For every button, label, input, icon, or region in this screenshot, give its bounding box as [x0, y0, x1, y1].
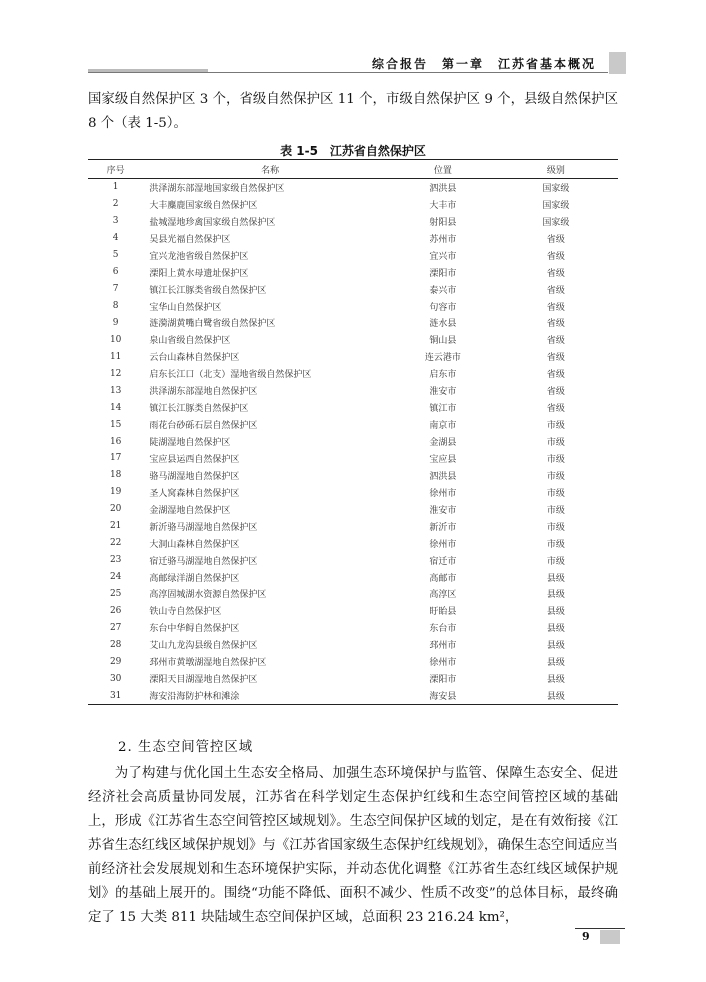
- cell-level: 县级: [546, 658, 565, 669]
- table-row: [88, 315, 618, 332]
- cell-index: 7: [112, 284, 119, 295]
- table-row: [88, 484, 618, 501]
- header-location: 位置: [433, 165, 452, 176]
- header-rule: [88, 72, 608, 73]
- cell-name: 溧阳天目湖湿地自然保护区: [149, 675, 258, 686]
- cell-name: 泉山省级自然保护区: [149, 336, 231, 347]
- table-row: [88, 636, 618, 653]
- table-row: [88, 552, 618, 569]
- cell-index: 11: [109, 351, 122, 362]
- cell-index: 29: [109, 656, 122, 667]
- table-caption: 表 1-5 江苏省自然保护区: [280, 144, 426, 158]
- cell-name: 镇江长江豚类省级自然保护区: [149, 285, 267, 296]
- table-header-row: [88, 160, 618, 179]
- cell-name: 邳州市黄墩湖湿地自然保护区: [149, 658, 267, 669]
- cell-index: 3: [112, 216, 119, 227]
- cell-index: 22: [109, 538, 122, 549]
- cell-location: 泗洪县: [429, 183, 457, 194]
- table-row: [88, 264, 618, 281]
- cell-index: 27: [109, 622, 122, 633]
- cell-index: 10: [109, 334, 122, 345]
- cell-location: 宿迁市: [429, 556, 457, 567]
- cell-level: 省级: [546, 251, 565, 262]
- cell-index: 16: [109, 436, 122, 447]
- cell-index: 1: [112, 182, 119, 193]
- table-row: [88, 501, 618, 518]
- table-row: [88, 670, 618, 687]
- cell-name: 洪泽湖东部湿地国家级自然保护区: [149, 183, 285, 194]
- cell-level: 省级: [546, 285, 565, 296]
- cell-level: 市级: [546, 556, 565, 567]
- table-row: [88, 365, 618, 382]
- cell-index: 6: [112, 267, 119, 278]
- header-index: 序号: [106, 165, 125, 176]
- cell-index: 31: [109, 690, 122, 701]
- cell-index: 30: [109, 673, 122, 684]
- cell-level: 市级: [546, 539, 565, 550]
- table-row: [88, 399, 618, 416]
- cell-location: 宝应县: [429, 454, 457, 465]
- cell-index: 17: [109, 453, 122, 464]
- table-row: [88, 179, 618, 196]
- table-row: [88, 196, 618, 213]
- cell-level: 市级: [546, 488, 565, 499]
- cell-level: 县级: [546, 573, 565, 584]
- cell-name: 启东长江口（北支）湿地省级自然保护区: [149, 370, 312, 381]
- cell-name: 宝应县运西自然保护区: [149, 454, 240, 465]
- cell-level: 省级: [546, 387, 565, 398]
- table-row: [88, 518, 618, 535]
- cell-index: 14: [109, 402, 122, 413]
- cell-location: 徐州市: [429, 658, 457, 669]
- table-row: [88, 433, 618, 450]
- cell-location: 淮安市: [429, 505, 457, 516]
- table-row: [88, 450, 618, 467]
- cell-name: 吴县光福自然保护区: [149, 234, 231, 245]
- section-title: 2. 生态空间管控区域: [118, 740, 254, 755]
- cell-location: 东台市: [429, 624, 457, 635]
- cell-location: 泰兴市: [429, 285, 457, 296]
- cell-location: 大丰市: [429, 200, 457, 211]
- cell-location: 镇江市: [429, 404, 457, 415]
- cell-location: 海安县: [429, 692, 457, 703]
- cell-index: 26: [109, 605, 122, 616]
- cell-location: 高邮市: [429, 573, 457, 584]
- table-row: [88, 586, 618, 603]
- cell-name: 云台山森林自然保护区: [149, 353, 240, 364]
- cell-location: 徐州市: [429, 539, 457, 550]
- cell-level: 市级: [546, 522, 565, 533]
- cell-level: 省级: [546, 268, 565, 279]
- cell-level: 国家级: [542, 183, 570, 194]
- cell-name: 金湖湿地自然保护区: [149, 505, 231, 516]
- cell-name: 骆马湖湿地自然保护区: [149, 471, 240, 482]
- cell-location: 连云港市: [424, 353, 461, 364]
- cell-location: 苏州市: [429, 234, 457, 245]
- cell-index: 25: [109, 588, 122, 599]
- body-paragraph: 为了构建与优化国土生态安全格局、加强生态环境保护与监管、保障生态安全、促进经济社会高质量协同发展，江苏省在科学划定生态保护红线和生态空间管控区域的基础上，形成《江苏省生态空间管控区域规划》。生态空间保护区域的划定，是在有效衔接《江苏省生态红线区域保护规划》与《江苏省国家级生态保护红线规划》，确保生态空间适应当前经济社会发展规划和生态环境保护实际，并动态优化调整《江苏省生态红线区域保护规划》的基础上展开的。围绕“功能不降低、面积不减少、性质不改变”的总体目标，最终确定了 15 大类 811 块陆域生态空间保护区域，总面积 23 216.24 km²，: [88, 766, 618, 925]
- cell-index: 4: [112, 233, 119, 244]
- cell-index: 20: [109, 504, 122, 515]
- cell-level: 省级: [546, 234, 565, 245]
- cell-location: 句容市: [429, 302, 457, 313]
- table-row: [88, 619, 618, 636]
- cell-name: 艾山九龙沟县级自然保护区: [149, 641, 258, 652]
- cell-location: 金湖县: [429, 438, 457, 449]
- cell-name: 宿迁骆马湖湿地自然保护区: [149, 556, 258, 567]
- cell-index: 8: [112, 301, 119, 312]
- cell-level: 市级: [546, 505, 565, 516]
- intro-paragraph: 国家级自然保护区 3 个，省级自然保护区 11 个，市级自然保护区 9 个，县级自然保护区 8 个（表 1-5）。: [88, 92, 618, 131]
- table-row: [88, 569, 618, 586]
- cell-location: 宜兴市: [429, 251, 457, 262]
- table-row: [88, 247, 618, 264]
- cell-index: 2: [112, 199, 119, 210]
- cell-level: 国家级: [542, 200, 570, 211]
- cell-name: 溧阳上黄水母遗址保护区: [149, 268, 249, 279]
- cell-level: 省级: [546, 404, 565, 415]
- cell-level: 市级: [546, 454, 565, 465]
- cell-level: 省级: [546, 302, 565, 313]
- cell-index: 21: [109, 521, 122, 532]
- cell-location: 铜山县: [429, 336, 457, 347]
- cell-level: 市级: [546, 421, 565, 432]
- cell-location: 高淳区: [429, 590, 457, 601]
- cell-location: 淮安市: [429, 387, 457, 398]
- cell-index: 23: [109, 555, 122, 566]
- table-row: [88, 535, 618, 552]
- cell-level: 市级: [546, 438, 565, 449]
- cell-name: 新沂骆马湖湿地自然保护区: [149, 522, 258, 533]
- footer-rule: [575, 928, 625, 929]
- table-row: [88, 382, 618, 399]
- table-row: [88, 213, 618, 230]
- cell-name: 宜兴龙池省级自然保护区: [149, 251, 249, 262]
- cell-location: 射阳县: [429, 217, 457, 228]
- nature-reserve-table: [88, 159, 618, 705]
- table-row: [88, 298, 618, 315]
- table-row: [88, 331, 618, 348]
- header-name: 名称: [261, 165, 280, 176]
- cell-level: 市级: [546, 471, 565, 482]
- cell-name: 大丰麋鹿国家级自然保护区: [149, 200, 258, 211]
- running-header: 综合报告 第一章 江苏省基本概况: [371, 57, 596, 71]
- cell-index: 5: [112, 250, 119, 261]
- cell-level: 省级: [546, 336, 565, 347]
- cell-index: 24: [109, 572, 122, 583]
- cell-name: 涟漪湖黄嘴白鹭省级自然保护区: [149, 319, 276, 330]
- cell-location: 启东市: [429, 370, 457, 381]
- cell-location: 泗洪县: [429, 471, 457, 482]
- cell-location: 溧阳市: [429, 268, 457, 279]
- cell-name: 铁山寺自然保护区: [149, 607, 222, 618]
- cell-location: 涟水县: [429, 319, 457, 330]
- table-row: [88, 416, 618, 433]
- table-row: [88, 653, 618, 670]
- cell-name: 洪泽湖东部湿地自然保护区: [149, 387, 258, 398]
- cell-name: 大洞山森林自然保护区: [149, 539, 240, 550]
- cell-index: 9: [112, 317, 119, 328]
- table-row: [88, 281, 618, 298]
- cell-index: 28: [109, 639, 122, 650]
- cell-level: 省级: [546, 370, 565, 381]
- cell-name: 高邮绿洋湖自然保护区: [149, 573, 240, 584]
- cell-name: 海安沿海防护林和滩涂: [149, 692, 240, 703]
- cell-name: 盐城湿地珍禽国家级自然保护区: [149, 217, 276, 228]
- table-row: [88, 467, 618, 484]
- cell-name: 东台中华鲟自然保护区: [149, 624, 240, 635]
- cell-name: 高淳固城湖水资源自然保护区: [149, 590, 267, 601]
- cell-level: 县级: [546, 590, 565, 601]
- cell-location: 溧阳市: [429, 675, 457, 686]
- cell-location: 盱眙县: [429, 607, 457, 618]
- table-row: [88, 230, 618, 247]
- cell-name: 雨花台砂砾石层自然保护区: [149, 421, 258, 432]
- cell-index: 12: [109, 368, 122, 379]
- header-level: 级别: [546, 165, 565, 176]
- cell-name: 宝华山自然保护区: [149, 302, 222, 313]
- table-row: [88, 348, 618, 365]
- cell-level: 县级: [546, 641, 565, 652]
- cell-level: 省级: [546, 319, 565, 330]
- cell-level: 国家级: [542, 217, 570, 228]
- cell-index: 18: [109, 470, 122, 481]
- cell-level: 县级: [546, 624, 565, 635]
- cell-location: 南京市: [429, 421, 457, 432]
- cell-index: 13: [109, 385, 122, 396]
- cell-name: 陡湖湿地自然保护区: [149, 438, 231, 449]
- header-decor-block: [609, 52, 626, 74]
- page-number: 9: [582, 930, 590, 943]
- cell-location: 新沂市: [429, 522, 457, 533]
- cell-level: 省级: [546, 353, 565, 364]
- cell-level: 县级: [546, 692, 565, 703]
- footer-decor-block: [600, 930, 620, 944]
- cell-name: 圣人窝森林自然保护区: [149, 488, 240, 499]
- cell-level: 县级: [546, 675, 565, 686]
- cell-level: 县级: [546, 607, 565, 618]
- cell-index: 19: [109, 487, 122, 498]
- cell-name: 镇江长江豚类自然保护区: [149, 404, 249, 415]
- cell-location: 徐州市: [429, 488, 457, 499]
- table-row: [88, 602, 618, 619]
- cell-index: 15: [109, 419, 122, 430]
- table-row: [88, 687, 618, 704]
- cell-location: 邳州市: [429, 641, 457, 652]
